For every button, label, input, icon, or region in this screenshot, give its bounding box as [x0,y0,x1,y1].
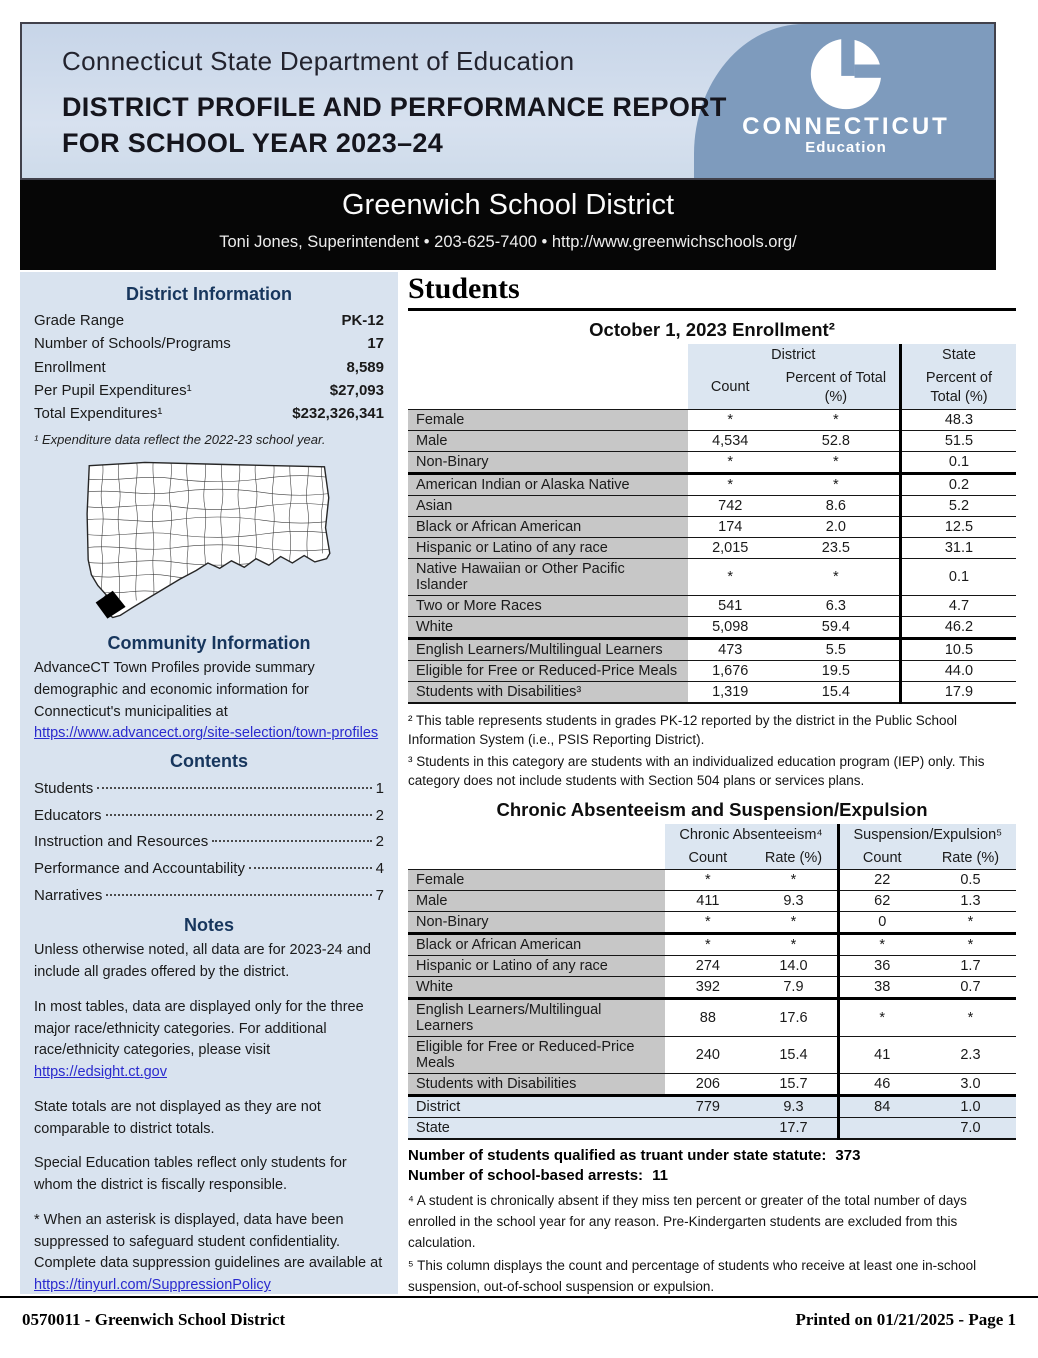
table-row [408,660,1016,681]
contents-item [34,829,384,856]
table-row [408,537,1016,558]
stat-label: Number of school-based arrests: [408,1167,644,1185]
table-row [408,638,1016,660]
info-label: Enrollment [34,358,106,376]
logo-subtitle: Education [805,139,887,156]
table-row [408,616,1016,638]
notes-paragraphs [34,940,384,1294]
value-cell: 7.9 [750,977,838,999]
sidebar [20,272,398,1294]
district-info-row [34,332,384,355]
value-cell: 22 [838,870,925,891]
value-cell: 46 [838,1074,925,1096]
students-section-heading: Students [408,272,1016,311]
column-header-state-pct: Percent of Total (%) [900,367,1016,409]
contents-page-number: 7 [375,886,384,904]
row-label: Male [408,891,665,912]
note-paragraph: * When an asterisk is displayed, data have been suppressed to safeguard student confidentiality. Complete data suppression guidelines are available at https://tinyurl.com/SuppressionPolicy [34,1211,383,1294]
row-label: Black or African American [408,934,665,956]
community-information-heading: Community Information [107,633,311,654]
table-row [408,1118,1016,1140]
row-label: Female [408,870,665,891]
connecticut-town-map [70,455,348,627]
row-label: Female [408,409,688,430]
value-cell [665,1118,750,1140]
row-label: White [408,616,688,638]
value-cell: * [925,999,1016,1037]
value-cell: 48.3 [900,409,1016,430]
value-cell: 52.8 [773,430,901,451]
value-cell: 1.0 [925,1096,1016,1118]
district-info-row [34,402,384,425]
row-label: English Learners/Multilingual Learners [408,638,688,660]
header-titles [62,46,727,162]
value-cell: * [773,451,901,473]
page-footer [0,1296,1038,1330]
value-cell: 17.9 [900,681,1016,703]
value-cell: 41 [838,1037,925,1074]
value-cell: * [688,409,773,430]
value-cell: 0.1 [900,451,1016,473]
value-cell: 7.0 [925,1118,1016,1140]
value-cell: 51.5 [900,430,1016,451]
value-cell: 17.7 [750,1118,838,1140]
table-row [408,977,1016,999]
table-row [408,999,1016,1037]
value-cell: * [750,870,838,891]
value-cell: 742 [688,495,773,516]
district-info-row [34,309,384,332]
table-row [408,558,1016,595]
contents-item-label: Educators [34,806,102,824]
value-cell: * [838,934,925,956]
value-cell: 2.3 [925,1037,1016,1074]
stat-line [408,1167,1016,1184]
value-cell: 0.5 [925,870,1016,891]
value-cell: 5,098 [688,616,773,638]
info-label: Grade Range [34,312,125,329]
contents-item-label: Narratives [34,886,103,904]
blank-header-cell [408,367,688,409]
value-cell: 3.0 [925,1074,1016,1096]
value-cell: * [665,912,750,934]
dot-leader [97,787,371,789]
enrollment-table-title: October 1, 2023 Enrollment² [589,319,835,340]
table-row [408,451,1016,473]
row-label: Eligible for Free or Reduced-Price Meals [408,1037,665,1074]
expenditure-footnote: ¹ Expenditure data reflect the 2022-23 school year. [34,432,326,448]
value-cell: * [925,912,1016,934]
district-information-heading: District Information [125,284,292,304]
row-label: Male [408,430,688,451]
column-header-suspension-expulsion: Suspension/Expulsion⁵ [838,824,1016,847]
row-label: Students with Disabilities³ [408,681,688,703]
note-paragraph: State totals are not displayed as they are not comparable to district totals. [34,1098,321,1137]
value-cell: 31.1 [900,537,1016,558]
info-value: 8,589 [346,358,384,376]
table-row [408,595,1016,616]
value-cell: 38 [838,977,925,999]
value-cell: 88 [665,999,750,1037]
discipline-table [408,824,1016,1141]
value-cell: 2.0 [773,516,901,537]
note-paragraph: Unless otherwise noted, all data are for 2023-24 and include all grades offered by the district. [34,942,371,981]
table-row [408,912,1016,934]
contents-item [34,883,384,910]
row-label: Eligible for Free or Reduced-Price Meals [408,660,688,681]
table-row [408,891,1016,912]
footnote: ⁴ A student is chronically absent if they miss ten percent or greater of the total number of days enrolled in the school year for any reason. Pre-Kindergarten students are excluded from this calculation. [408,1193,967,1251]
contents-page-number: 4 [375,860,384,878]
contact-line: Toni Jones, Superintendent • 203-625-7400 • http://www.greenwichschools.org/ [219,233,797,251]
row-label: Asian [408,495,688,516]
value-cell: 0.2 [900,473,1016,495]
dot-leader [249,867,372,869]
value-cell: 0 [838,912,925,934]
row-label: Hispanic or Latino of any race [408,956,665,977]
external-link[interactable]: https://tinyurl.com/SuppressionPolicy [34,1277,271,1294]
report-title-line1: DISTRICT PROFILE AND PERFORMANCE REPORT [62,92,727,122]
value-cell: 36 [838,956,925,977]
note-paragraph: Special Education tables reflect only students for whom the district is fiscally responsible. [34,1155,347,1194]
value-cell: 23.5 [773,537,901,558]
value-cell: * [688,558,773,595]
value-cell: * [688,473,773,495]
contents-page-number: 2 [375,806,384,824]
district-name-title: Greenwich School District [342,189,674,221]
contents-heading: Contents [170,751,248,772]
contents-page-number: 2 [375,833,384,851]
value-cell: 6.3 [773,595,901,616]
row-label: State [408,1118,665,1140]
table-row [408,1074,1016,1096]
contents-item-label: Students [34,780,94,798]
row-label: Hispanic or Latino of any race [408,537,688,558]
external-link[interactable]: https://edsight.ct.gov [34,1064,167,1081]
value-cell: 17.6 [750,999,838,1037]
value-cell: 0.7 [925,977,1016,999]
column-header-abs-count: Count [665,847,750,870]
contents-item-label: Performance and Accountability [34,860,245,878]
logo-wordmark: CONNECTICUT [742,113,950,140]
discipline-table-body [408,870,1016,1140]
info-label: Total Expenditures¹ [34,405,163,422]
contents-list [34,776,384,909]
content-area [20,272,1018,1294]
value-cell: 62 [838,891,925,912]
value-cell: 44.0 [900,660,1016,681]
column-header-district-pct: Percent of Total (%) [773,367,901,409]
info-value: $27,093 [329,381,384,399]
info-label: Number of Schools/Programs [34,335,231,353]
district-info-row [34,356,384,379]
stat-line [408,1147,1016,1164]
value-cell: 274 [665,956,750,977]
row-label: Two or More Races [408,595,688,616]
enrollment-table [408,344,1016,704]
value-cell: 411 [665,891,750,912]
dot-leader [212,840,371,842]
footer-print-info: Printed on 01/21/2025 - Page 1 [795,1310,1016,1329]
table-row [408,430,1016,451]
value-cell [838,1118,925,1140]
value-cell: * [750,934,838,956]
value-cell: 206 [665,1074,750,1096]
column-header-district: District [688,344,901,367]
table-row [408,934,1016,956]
table-row [408,1096,1016,1118]
value-cell: 174 [688,516,773,537]
value-cell: 0.1 [900,558,1016,595]
value-cell: 46.2 [900,616,1016,638]
table-row [408,956,1016,977]
info-label: Per Pupil Expenditures¹ [34,381,192,399]
table-row [408,495,1016,516]
district-info-row [34,379,384,402]
value-cell: 4,534 [688,430,773,451]
students-section [398,272,1018,1294]
note-paragraph: In most tables, data are displayed only for the three major race/ethnicity categories. For additional race/ethnicity categories, please visit https://edsight.ct.gov [34,998,364,1081]
footnote: ³ Students in this category are students with an individualized education program (IEP) only. This category does not include students with Section 504 plans or services plans. [408,753,985,789]
community-paragraph: AdvanceCT Town Profiles provide summary demographic and economic information for Connecticut's municipalities at https://www.advancect.org/site-selection/town-profiles [34,660,379,742]
contents-item [34,803,384,830]
value-cell: 84 [838,1096,925,1118]
row-label: District [408,1096,665,1118]
value-cell: 9.3 [750,1096,838,1118]
value-cell: 5.5 [773,638,901,660]
notes-heading: Notes [183,915,234,936]
enrollment-footnotes [408,711,1016,791]
report-header [20,22,996,180]
stat-lines [408,1147,1016,1184]
value-cell: 1,319 [688,681,773,703]
value-cell: * [688,451,773,473]
value-cell: * [773,558,901,595]
table-row [408,516,1016,537]
discipline-footnotes [408,1191,1016,1294]
footnote: ⁵ This column displays the count and percentage of students who receive at least one in-school suspension, out-of-school suspension or expulsion. [408,1258,977,1294]
contents-page-number: 1 [375,780,384,798]
column-header-susp-count: Count [838,847,925,870]
contents-item-label: Instruction and Resources [34,833,209,851]
info-value: $232,326,341 [292,405,384,422]
blank-header-cell [408,824,665,847]
value-cell: * [750,912,838,934]
value-cell: 9.3 [750,891,838,912]
info-value: 17 [367,335,384,353]
value-cell: 19.5 [773,660,901,681]
value-cell: * [665,934,750,956]
value-cell: 541 [688,595,773,616]
value-cell: * [925,934,1016,956]
table-row [408,409,1016,430]
stat-value: 11 [652,1167,668,1185]
department-name: Connecticut State Department of Education [62,46,575,76]
value-cell: 2,015 [688,537,773,558]
value-cell: 15.7 [750,1074,838,1096]
value-cell: 1.3 [925,891,1016,912]
footnote: ² This table represents students in grades PK-12 reported by the district in the Public School Information System (i.e., PSIS Reporting District). [408,712,958,748]
row-label: Students with Disabilities [408,1074,665,1096]
table-row [408,870,1016,891]
district-info-rows [34,309,384,425]
value-cell: 10.5 [900,638,1016,660]
value-cell: * [838,999,925,1037]
enrollment-table-body [408,409,1016,703]
value-cell: 4.7 [900,595,1016,616]
value-cell: 8.6 [773,495,901,516]
row-label: English Learners/Multilingual Learners [408,999,665,1037]
value-cell: 15.4 [773,681,901,703]
discipline-table-title: Chronic Absenteeism and Suspension/Expulsion [496,798,928,820]
value-cell: * [773,473,901,495]
value-cell: 14.0 [750,956,838,977]
value-cell: 392 [665,977,750,999]
value-cell: 5.2 [900,495,1016,516]
external-link[interactable]: https://www.advancect.org/site-selection/town-profiles [34,725,379,742]
dot-leader [106,814,372,816]
value-cell: * [773,409,901,430]
row-label: White [408,977,665,999]
column-header-abs-rate: Rate (%) [750,847,838,870]
column-header-chronic-absenteeism: Chronic Absenteeism⁴ [665,824,838,847]
table-row [408,681,1016,703]
row-label: Black or African American [408,516,688,537]
table-row [408,473,1016,495]
column-header-susp-rate: Rate (%) [925,847,1016,870]
info-value: PK-12 [341,312,384,329]
value-cell: 15.4 [750,1037,838,1074]
table-row [408,1037,1016,1074]
value-cell: * [665,870,750,891]
blank-header-cell [408,847,665,870]
value-cell: 240 [665,1037,750,1074]
row-label: Non-Binary [408,451,688,473]
stat-label: Number of students qualified as truant under state statute: [408,1147,827,1165]
connecticut-map-icon [70,455,348,622]
value-cell: 473 [688,638,773,660]
blank-header-cell [408,344,688,367]
value-cell: 12.5 [900,516,1016,537]
row-label: American Indian or Alaska Native [408,473,688,495]
ct-education-logo [720,36,972,156]
value-cell: 779 [665,1096,750,1118]
district-banner [20,180,996,270]
report-title-line2: FOR SCHOOL YEAR 2023–24 [62,128,444,159]
column-header-count: Count [688,367,773,409]
footer-district-id: 0570011 - Greenwich School District [22,1310,286,1329]
ct-logo-icon [808,36,884,112]
value-cell: 1.7 [925,956,1016,977]
column-header-state: State [900,344,1016,367]
stat-value: 373 [835,1147,861,1165]
value-cell: 59.4 [773,616,901,638]
dot-leader [106,894,371,896]
value-cell: 1,676 [688,660,773,681]
row-label: Native Hawaiian or Other Pacific Islander [408,558,688,595]
row-label: Non-Binary [408,912,665,934]
contents-item [34,856,384,883]
contents-item [34,776,384,803]
header-arc [694,24,994,180]
